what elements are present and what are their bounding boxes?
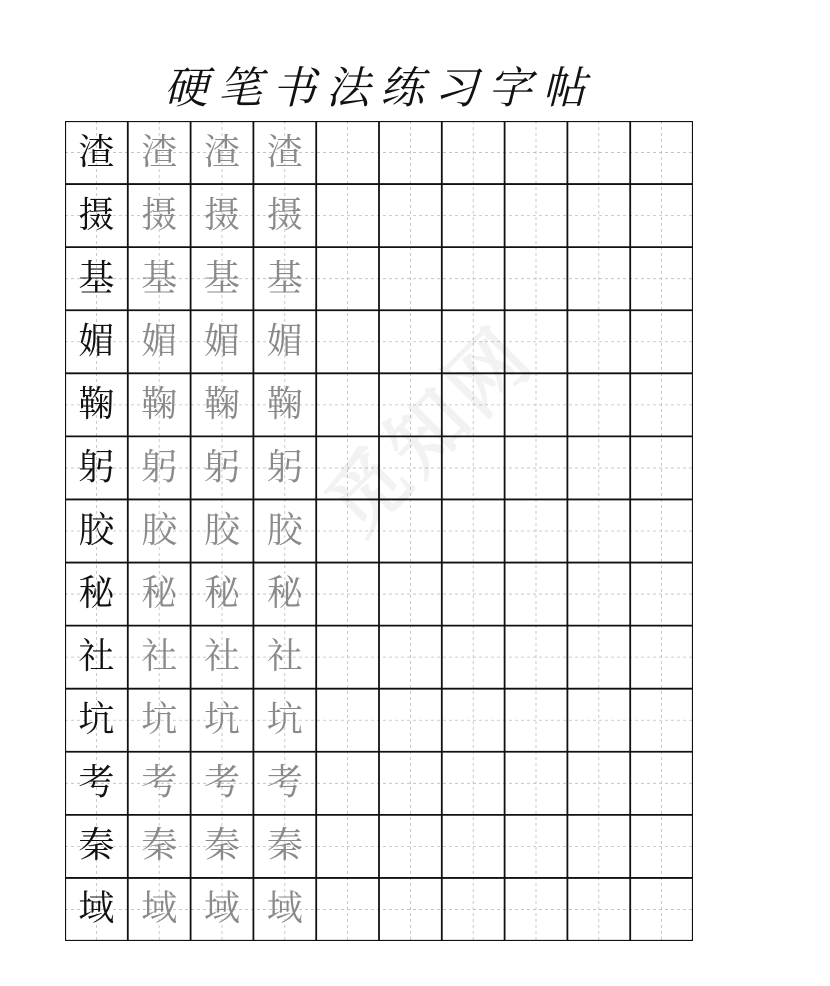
trace-character: 鞠: [141, 383, 178, 425]
model-character: 基: [78, 257, 115, 299]
trace-character: 考: [266, 762, 303, 804]
trace-character: 媚: [141, 320, 178, 362]
trace-character: 躬: [266, 446, 303, 488]
trace-character: 摄: [266, 194, 303, 236]
trace-character: 基: [203, 257, 240, 299]
trace-character: 摄: [203, 194, 240, 236]
trace-character: 考: [203, 762, 240, 804]
trace-character: 秦: [203, 825, 240, 867]
trace-character: 渣: [266, 131, 303, 173]
trace-character: 坑: [203, 699, 240, 741]
model-character: 秦: [78, 825, 115, 867]
trace-character: 躬: [141, 446, 178, 488]
practice-grid: [65, 121, 693, 941]
trace-character: 坑: [266, 699, 303, 741]
trace-character: 考: [141, 762, 178, 804]
trace-character: 渣: [141, 131, 178, 173]
model-character: 媚: [78, 320, 115, 362]
trace-character: 胶: [266, 509, 303, 551]
trace-character: 鞠: [203, 383, 240, 425]
model-character: 域: [78, 888, 115, 930]
trace-character: 胶: [203, 509, 240, 551]
trace-character: 域: [141, 888, 178, 930]
trace-character: 社: [266, 636, 303, 678]
character-layer: [65, 121, 693, 941]
trace-character: 躬: [203, 446, 240, 488]
model-character: 鞠: [78, 383, 115, 425]
trace-character: 秘: [141, 573, 178, 615]
trace-character: 基: [266, 257, 303, 299]
trace-character: 秦: [141, 825, 178, 867]
model-character: 摄: [78, 194, 115, 236]
trace-character: 社: [141, 636, 178, 678]
trace-character: 媚: [203, 320, 240, 362]
trace-character: 域: [203, 888, 240, 930]
watermark: 觅知网: [310, 310, 552, 552]
trace-character: 鞠: [266, 383, 303, 425]
model-character: 秘: [78, 573, 115, 615]
model-character: 胶: [78, 509, 115, 551]
trace-character: 渣: [203, 131, 240, 173]
trace-character: 基: [141, 257, 178, 299]
trace-character: 秦: [266, 825, 303, 867]
trace-character: 秘: [203, 573, 240, 615]
trace-character: 社: [203, 636, 240, 678]
trace-character: 秘: [266, 573, 303, 615]
model-character: 坑: [78, 699, 115, 741]
model-character: 考: [78, 762, 115, 804]
model-character: 渣: [78, 131, 115, 173]
trace-character: 摄: [141, 194, 178, 236]
model-character: 社: [78, 636, 115, 678]
trace-character: 媚: [266, 320, 303, 362]
trace-character: 胶: [141, 509, 178, 551]
trace-character: 域: [266, 888, 303, 930]
trace-character: 坑: [141, 699, 178, 741]
model-character: 躬: [78, 446, 115, 488]
page-title: 硬笔书法练习字帖: [164, 63, 596, 114]
